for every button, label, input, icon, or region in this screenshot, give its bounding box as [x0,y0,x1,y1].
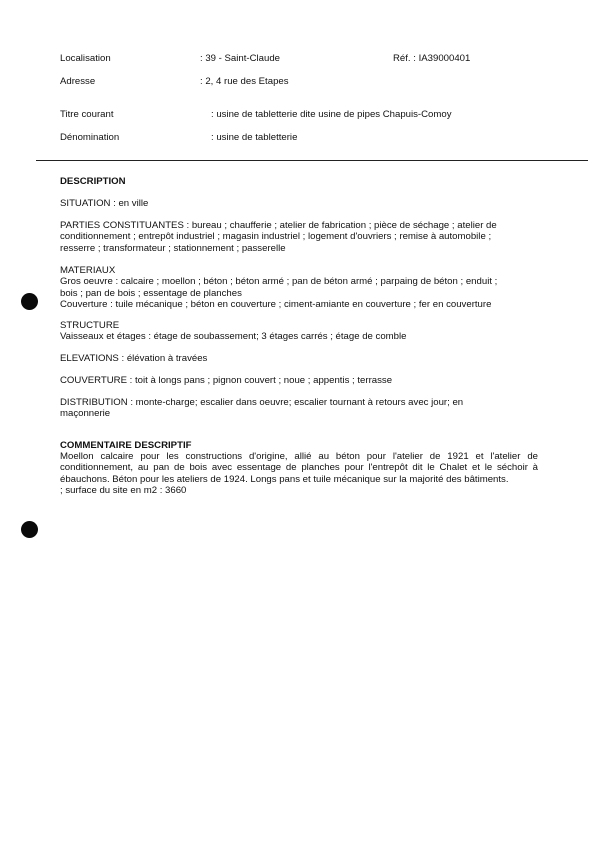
adresse-label: Adresse [60,76,96,87]
materiaux-heading: MATERIAUX [60,265,116,276]
commentaire-heading: COMMENTAIRE DESCRIPTIF [60,440,192,451]
parties-constituantes-section [60,220,538,254]
parties-line: PARTIES CONSTITUANTES : bureau ; chaufferie ; atelier de fabrication ; pièce de séchage ; atelier de [60,220,497,231]
commentaire-line: Moellon calcaire pour les constructions d'origine, allié au béton pour l'atelier de 1921 et l'atelier de [60,451,538,462]
materiaux-section [60,265,538,311]
horizontal-divider [36,160,588,161]
structure-heading: STRUCTURE [60,320,120,331]
elevations-text: ELEVATIONS : élévation à travées [60,353,208,364]
adresse-value: : 2, 4 rue des Etapes [200,76,289,87]
distribution-line: DISTRIBUTION : monte-charge; escalier dans oeuvre; escalier tournant à retours avec jour; en [60,397,464,408]
denomination-value: : usine de tabletterie [211,132,298,143]
commentaire-line: conditionnement, au pan de bois avec essentage de planches pour l'entrepôt dit le Chalet et le séchoir à [60,462,538,474]
localisation-label: Localisation [60,53,111,64]
commentaire-line: ébauchons. Béton pour les ateliers de 1924. Longs pans et tuile mécanique sur la majorité des bâtiments. [60,473,509,485]
distribution-line: maçonnerie [60,408,111,420]
parties-line: resserre ; transformateur ; stationnement ; passerelle [60,242,286,254]
materiaux-line: Couverture : tuile mécanique ; béton en couverture ; ciment-amiante en couverture ; fer en couverture [60,299,492,311]
situation-text: SITUATION : en ville [60,198,149,209]
structure-line: Vaisseaux et étages : étage de soubassement; 3 étages carrés ; étage de comble [60,331,407,343]
distribution-section [60,397,538,420]
surface-line: ; surface du site en m2 : 3660 [60,485,187,497]
titre-courant-value: : usine de tabletterie dite usine de pipes Chapuis-Comoy [211,109,452,120]
materiaux-line: Gros oeuvre : calcaire ; moellon ; béton ; béton armé ; pan de béton armé ; parpaing de béton ; enduit ; [60,276,498,288]
reference-number: Réf. : IA39000401 [393,53,471,64]
commentaire-body [60,451,538,497]
denomination-label: Dénomination [60,132,120,143]
description-heading: DESCRIPTION [60,176,126,187]
punch-hole-bottom [21,521,38,538]
couverture-text: COUVERTURE : toit à longs pans ; pignon couvert ; noue ; appentis ; terrasse [60,375,393,386]
materiaux-line: bois ; pan de bois ; essentage de planches [60,287,242,299]
titre-courant-label: Titre courant [60,109,114,120]
parties-line: conditionnement ; entrepôt industriel ; magasin industriel ; logement d'ouvriers ; remise à automobile ; [60,231,492,243]
structure-section [60,320,538,343]
localisation-value: : 39 - Saint-Claude [200,53,280,64]
punch-hole-top [21,293,38,310]
